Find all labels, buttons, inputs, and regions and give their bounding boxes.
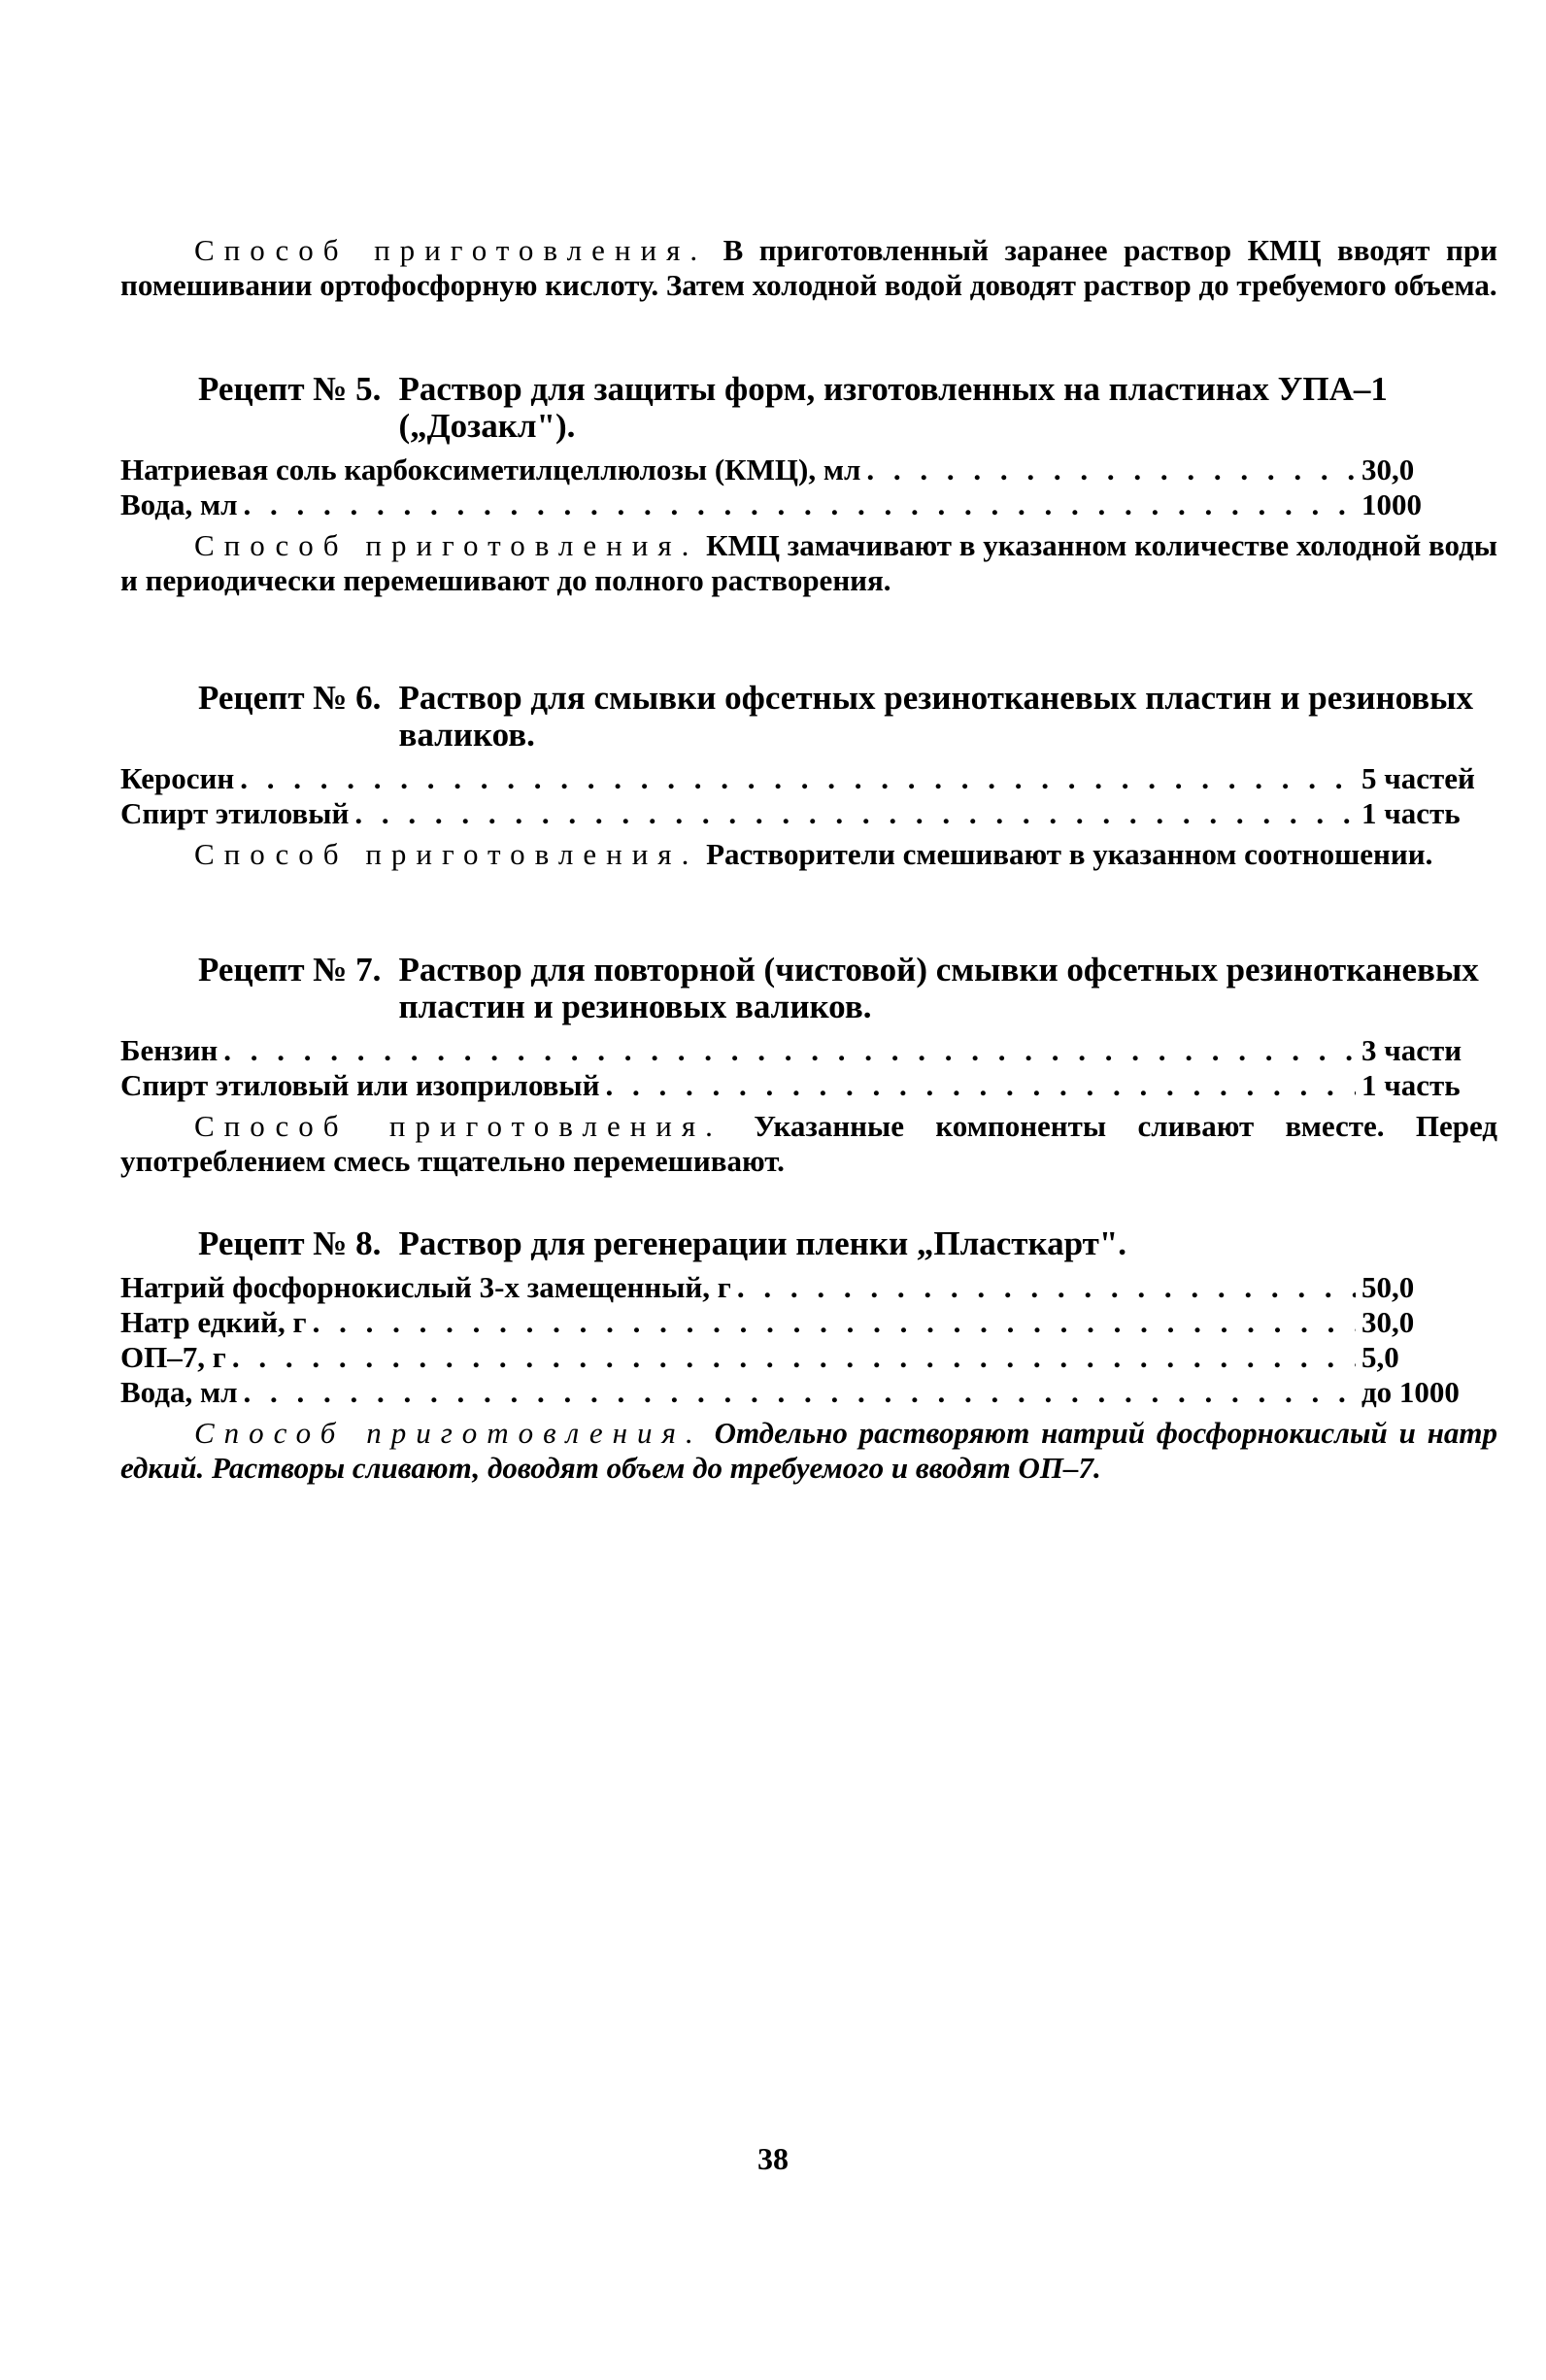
ingredient-name: Вода, мл xyxy=(120,1375,238,1409)
leader-dots xyxy=(243,1375,1356,1410)
recipe-number: Рецепт № 8. xyxy=(198,1224,382,1262)
ingredient-value: 1 часть xyxy=(1361,796,1461,830)
ingredient-value: 5 частей xyxy=(1361,761,1475,795)
leader-dots xyxy=(313,1305,1356,1340)
recipe-heading xyxy=(120,952,1497,1025)
ingredient-name: Спирт этиловый или изоприловый xyxy=(120,1068,600,1102)
ingredient-name: Натриевая соль карбоксиметилцеллюлозы (КМЦ), мл xyxy=(120,453,861,486)
leader-dots xyxy=(240,761,1356,796)
ingredient-value: 3 части xyxy=(1361,1033,1462,1067)
method-text: Растворители смешивают в указанном соотношении. xyxy=(706,837,1433,871)
recipe-heading xyxy=(120,1225,1497,1262)
leader-dots xyxy=(232,1340,1356,1375)
method-paragraph xyxy=(120,1109,1497,1179)
recipe-5 xyxy=(120,371,1497,598)
ingredient-row xyxy=(120,1270,1497,1305)
ingredient-value: 5,0 xyxy=(1361,1340,1399,1374)
ingredient-row xyxy=(120,761,1497,796)
recipe-7 xyxy=(120,952,1497,1179)
ingredient-row xyxy=(120,1375,1497,1410)
recipe-number: Рецепт № 5. xyxy=(198,370,382,408)
method-paragraph xyxy=(120,1416,1497,1486)
ingredient-value: 50,0 xyxy=(1361,1270,1415,1304)
ingredient-row xyxy=(120,487,1497,522)
ingredient-row xyxy=(120,453,1497,487)
ingredient-row xyxy=(120,1340,1497,1375)
method-label: Способ приготовления. xyxy=(194,233,708,267)
ingredient-row xyxy=(120,1068,1497,1103)
ingredient-value: 1000 xyxy=(1361,487,1422,521)
leader-dots xyxy=(737,1270,1356,1305)
method-text: Отдельно растворяют натрий фосфорнокислый и натр едкий. Растворы сливают, доводят объем до требуемого и вводят ОП–7. xyxy=(120,1416,1498,1485)
recipe-title: Раствор для регенерации пленки „Пласткарт". xyxy=(398,1224,1127,1262)
method-label: Способ приготовления. xyxy=(194,1416,703,1450)
recipe-number: Рецепт № 6. xyxy=(198,679,382,717)
leader-dots xyxy=(243,487,1356,522)
ingredient-name: ОП–7, г xyxy=(120,1340,226,1374)
recipe-title: Раствор для смывки офсетных резинотканевых пластин и резиновых валиков. xyxy=(398,679,1474,754)
leader-dots xyxy=(866,453,1356,487)
recipe-number: Рецепт № 7. xyxy=(198,951,382,989)
method-paragraph xyxy=(120,837,1497,872)
ingredient-name: Вода, мл xyxy=(120,487,238,521)
ingredient-value: 1 часть xyxy=(1361,1068,1461,1102)
leader-dots xyxy=(605,1068,1356,1103)
intro-paragraph xyxy=(120,233,1497,303)
recipe-heading xyxy=(120,680,1497,754)
ingredient-name: Бензин xyxy=(120,1033,218,1067)
ingredient-value: 30,0 xyxy=(1361,453,1415,486)
method-paragraph xyxy=(120,528,1497,598)
ingredient-row xyxy=(120,796,1497,831)
recipe-heading xyxy=(120,371,1497,445)
method-text: КМЦ замачивают в указанном количестве холодной воды и периодически перемешивают до полного растворения. xyxy=(120,528,1497,597)
ingredient-name: Натрий фосфорнокислый 3-х замещенный, г xyxy=(120,1270,731,1304)
ingredient-value: 30,0 xyxy=(1361,1305,1415,1339)
method-label: Способ приготовления. xyxy=(194,1109,723,1143)
method-text: В приготовленный заранее раствор КМЦ вводят при помешивании ортофосфорную кислоту. Затем холодной водой доводят раствор до требуемого объема. xyxy=(120,233,1497,302)
page-number: 38 xyxy=(757,2141,789,2176)
method-text: Указанные компоненты сливают вместе. Перед употреблением смесь тщательно перемешивают. xyxy=(120,1109,1497,1178)
ingredient-name: Натр едкий, г xyxy=(120,1305,307,1339)
ingredient-value: до 1000 xyxy=(1361,1375,1460,1409)
intro-section xyxy=(120,233,1497,303)
ingredient-row xyxy=(120,1305,1497,1340)
ingredient-name: Керосин xyxy=(120,761,235,795)
ingredient-name: Спирт этиловый xyxy=(120,796,350,830)
leader-dots xyxy=(223,1033,1356,1068)
recipe-title: Раствор для защиты форм, изготовленных на пластинах УПА–1 („Дозакл"). xyxy=(398,370,1388,445)
recipe-8 xyxy=(120,1225,1497,1486)
method-label: Способ приготовления. xyxy=(194,837,699,871)
ingredient-row xyxy=(120,1033,1497,1068)
recipe-title: Раствор для повторной (чистовой) смывки офсетных резинотканевых пластин и резиновых валиков. xyxy=(398,951,1479,1025)
recipe-6 xyxy=(120,680,1497,872)
leader-dots xyxy=(354,796,1356,831)
method-label: Способ приготовления. xyxy=(194,528,699,562)
